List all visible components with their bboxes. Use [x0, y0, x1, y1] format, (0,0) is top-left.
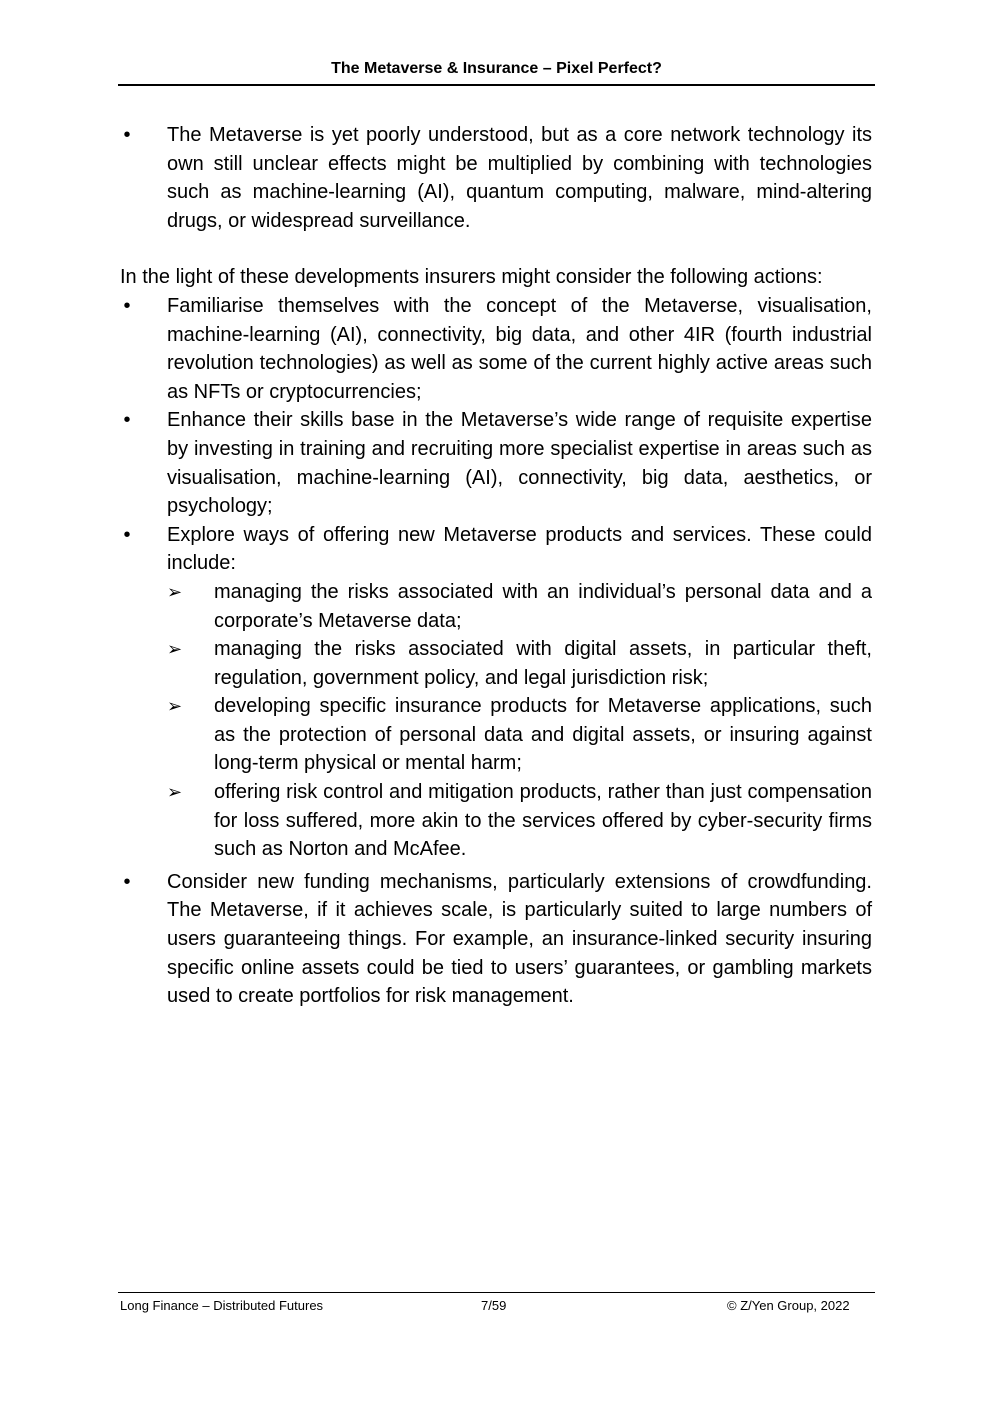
header-divider	[118, 84, 875, 86]
arrow-bullet-icon: ➢	[167, 696, 183, 717]
intro-bullet	[120, 121, 872, 235]
footer-copyright: © Z/Yen Group, 2022	[727, 1298, 850, 1313]
sub-item	[167, 578, 872, 635]
footer-publication: Long Finance – Distributed Futures	[120, 1298, 324, 1313]
bullet-icon: •	[123, 523, 131, 546]
sub-item	[167, 778, 872, 864]
document-body	[120, 121, 872, 1011]
action-item	[120, 521, 872, 864]
action-item	[120, 406, 872, 520]
arrow-bullet-icon: ➢	[167, 639, 183, 660]
footer-divider	[118, 1292, 875, 1293]
bullet-icon: •	[123, 294, 131, 317]
arrow-bullet-icon: ➢	[167, 782, 183, 803]
action-item	[120, 292, 872, 406]
action-item-text: Enhance their skills base in the Metaverse’s wide range of requisite expertise by investing in training and recruiting more specialist expertise in areas such as visualisation, machine-learning (AI), connectivity, big data, aesthetics, or psychology;	[167, 409, 872, 518]
action-item	[120, 868, 872, 1011]
product-sublist	[167, 578, 872, 864]
sub-item-text: offering risk control and mitigation products, rather than just compensation for loss suffered, more akin to the services offered by cyber-security firms such as Norton and McAfee.	[214, 781, 872, 861]
action-item-text: Explore ways of offering new Metaverse products and services. These could include:	[167, 523, 872, 575]
sub-item-text: developing specific insurance products for Metaverse applications, such as the protection of personal data and digital assets, or insuring against long-term physical or mental harm;	[214, 695, 872, 775]
sub-item-text: managing the risks associated with an individual’s personal data and a corporate’s Metaverse data;	[214, 580, 872, 632]
action-item-text: Consider new funding mechanisms, particularly extensions of crowdfunding. The Metaverse, if it achieves scale, is particularly suited to large numbers of users guaranteeing things. For example, an insurance-linked security insuring specific online assets could be tied to users’ guarantees, or gambling markets used to create portfolios for risk management.	[167, 870, 872, 1008]
actions-intro: In the light of these developments insurers might consider the following actions:	[120, 266, 823, 289]
arrow-bullet-icon: ➢	[167, 581, 183, 602]
action-item-text: Familiarise themselves with the concept of the Metaverse, visualisation, machine-learning (AI), connectivity, big data, and other 4IR (fourth industrial revolution technologies) as well as some of the current highly active areas such as NFTs or cryptocurrencies;	[167, 294, 872, 403]
intro-bullet-text: The Metaverse is yet poorly understood, but as a core network technology its own still unclear effects might be multiplied by combining with technologies such as machine-learning (AI), quantum computing, malware, mind-altering drugs, or widespread surveillance.	[167, 124, 872, 232]
bullet-icon: •	[123, 870, 131, 893]
bullet-icon: •	[123, 124, 131, 146]
sub-item-text: managing the risks associated with digital assets, in particular theft, regulation, government policy, and legal jurisdiction risk;	[214, 638, 872, 689]
page-header-title: The Metaverse & Insurance – Pixel Perfect?	[331, 60, 662, 77]
sub-item	[167, 692, 872, 778]
footer-page-number: 7/59	[481, 1298, 507, 1313]
bullet-icon: •	[123, 409, 131, 432]
sub-item	[167, 635, 872, 692]
